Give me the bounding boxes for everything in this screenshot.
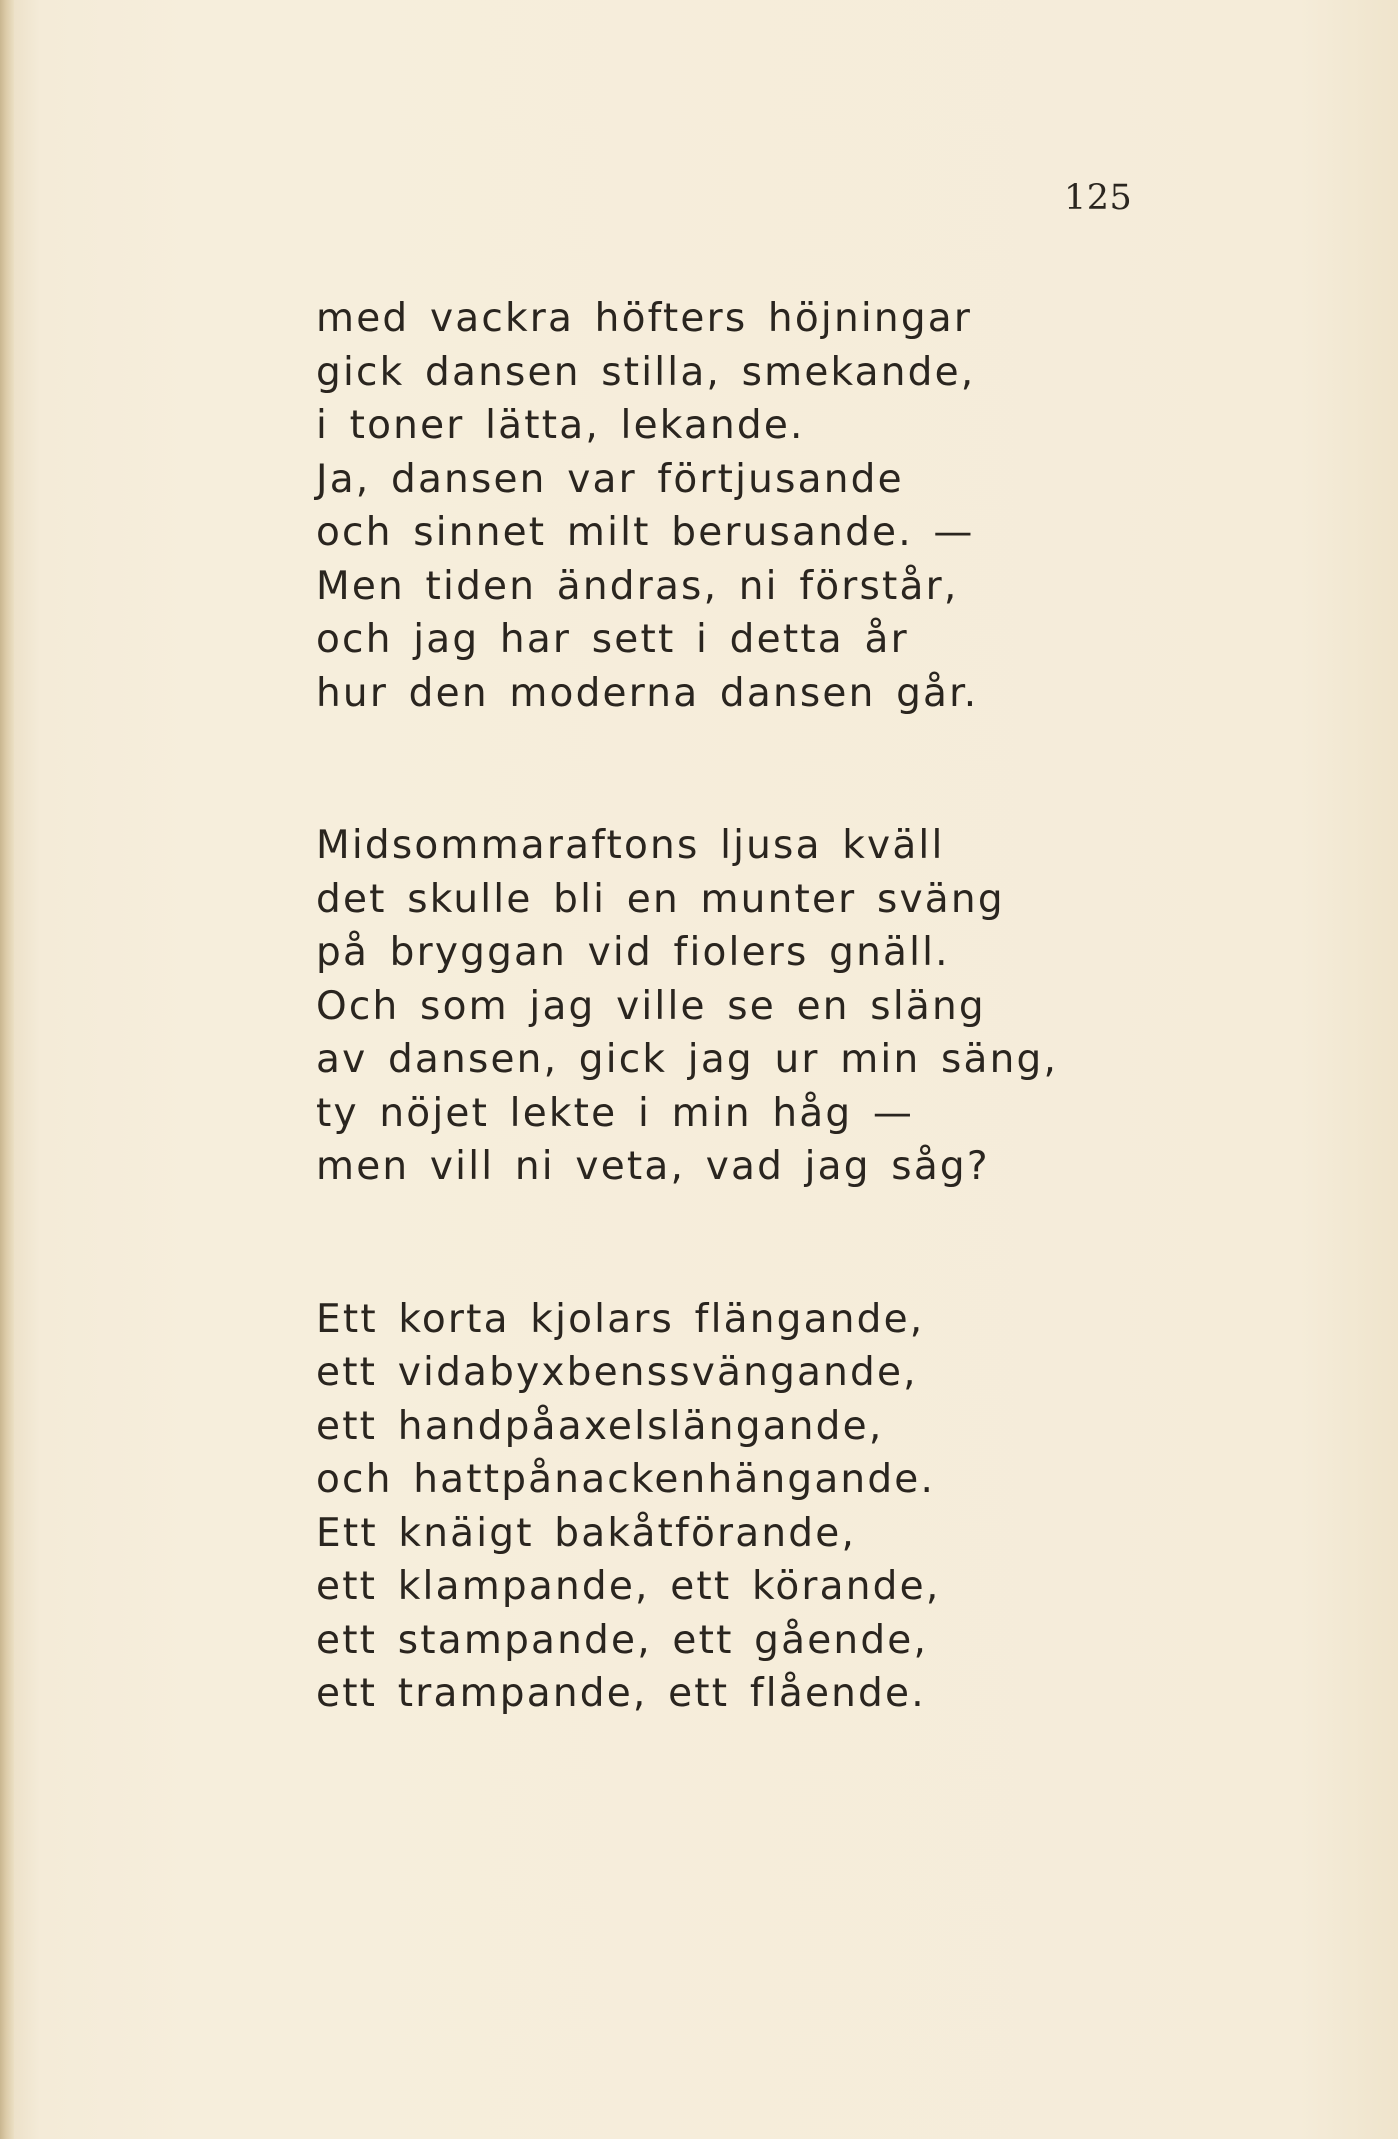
- poem-line: ett vidabyxbenssvängande,: [316, 1350, 918, 1395]
- poem-text: [316, 292, 1376, 1721]
- stanza-1: [316, 292, 1376, 720]
- poem-line: men vill ni veta, vad jag såg?: [316, 1144, 990, 1189]
- poem-line: och hattpånackenhängande.: [316, 1457, 936, 1502]
- poem-line: ett trampande, ett flående.: [316, 1671, 926, 1716]
- poem-line: och sinnet milt berusande. —: [316, 510, 975, 555]
- poem-line: ett handpåaxelslängande,: [316, 1403, 884, 1449]
- poem-line: på bryggan vid fiolers gnäll.: [316, 930, 950, 975]
- poem-line: av dansen, gick jag ur min säng,: [316, 1037, 1059, 1082]
- poem-line: ett stampande, ett gående,: [316, 1617, 929, 1663]
- poem-line: Och som jag ville se en släng: [316, 983, 986, 1029]
- stanza-3: [316, 1293, 1376, 1721]
- poem-line: Men tiden ändras, ni förstår,: [316, 563, 959, 609]
- poem-line: ty nöjet lekte i min håg —: [316, 1090, 915, 1136]
- poem-line: med vackra höfters höjningar: [316, 296, 973, 341]
- poem-line: hur den moderna dansen går.: [316, 670, 979, 716]
- poem-line: Ett korta kjolars flängande,: [316, 1296, 925, 1342]
- poem-line: och jag har sett i detta år: [316, 617, 909, 662]
- poem-line: Midsommaraftons ljusa kväll: [316, 823, 945, 868]
- stanza-2: [316, 819, 1376, 1194]
- poem-line: i toner lätta, lekande.: [316, 403, 805, 448]
- poem-line: det skulle bli en munter sväng: [316, 876, 1005, 922]
- poem-line: Ett knäigt bakåtförande,: [316, 1510, 857, 1556]
- page-gutter: [0, 0, 14, 2139]
- poem-line: Ja, dansen var förtjusande: [316, 456, 904, 502]
- poem-line: ett klampande, ett körande,: [316, 1564, 941, 1609]
- page-number: 125: [1064, 178, 1133, 218]
- poem-line: gick dansen stilla, smekande,: [316, 349, 976, 395]
